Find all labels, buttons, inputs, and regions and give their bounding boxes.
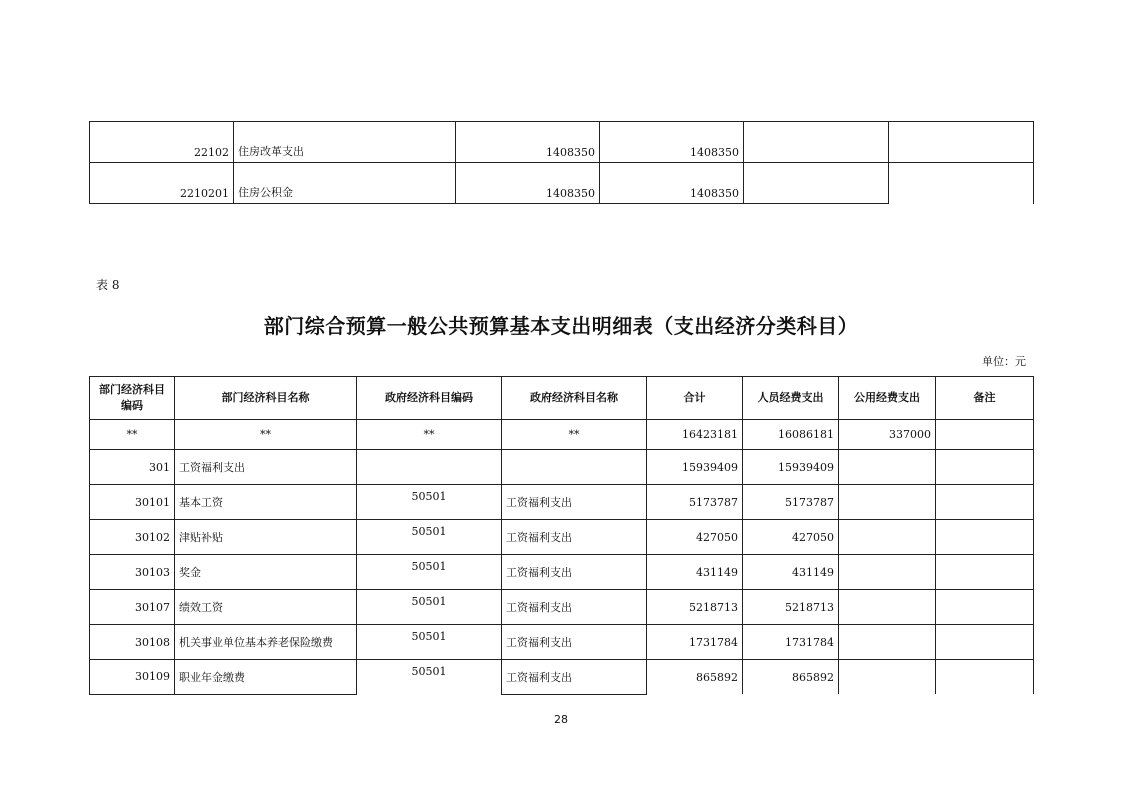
total-value: 5173787	[647, 485, 743, 520]
table-row	[90, 485, 1034, 520]
dept-name: 基本工资	[175, 485, 357, 520]
empty-cell	[889, 122, 1034, 163]
summary-cell: **	[357, 420, 502, 450]
subject-name: 住房改革支出	[234, 122, 456, 163]
column-header: 人员经费支出	[743, 377, 839, 420]
gov-code: 50501	[357, 555, 502, 590]
dept-name: 机关事业单位基本养老保险缴费	[175, 625, 357, 660]
gov-name: 工资福利支出	[502, 485, 647, 520]
personnel-value: 427050	[743, 520, 839, 555]
public-value	[839, 590, 936, 625]
gov-name: 工资福利支出	[502, 590, 647, 625]
table-row	[90, 625, 1034, 660]
dept-code: 30108	[90, 625, 175, 660]
subject-name: 住房公积金	[234, 163, 456, 204]
gov-code	[357, 450, 502, 485]
continued-table	[89, 121, 1034, 204]
total-value: 427050	[647, 520, 743, 555]
personnel-value: 865892	[743, 660, 839, 695]
gov-name: 工资福利支出	[502, 625, 647, 660]
gov-code: 50501	[357, 590, 502, 625]
column-header: 政府经济科目名称	[502, 377, 647, 420]
personnel-value: 15939409	[743, 450, 839, 485]
basic-value: 1408350	[600, 163, 744, 204]
gov-name: 工资福利支出	[502, 555, 647, 590]
dept-name: 津贴补贴	[175, 520, 357, 555]
summary-personnel: 16086181	[743, 420, 839, 450]
remark-cell	[936, 420, 1034, 450]
column-header: 公用经费支出	[839, 377, 936, 420]
empty-cell	[744, 122, 889, 163]
gov-name	[502, 450, 647, 485]
gov-code: 50501	[357, 660, 502, 695]
table-row	[90, 555, 1034, 590]
total-value: 5218713	[647, 590, 743, 625]
subject-code: 2210201	[90, 163, 234, 204]
dept-code: 30107	[90, 590, 175, 625]
dept-name: 绩效工资	[175, 590, 357, 625]
summary-cell: **	[90, 420, 175, 450]
column-header: 备注	[936, 377, 1034, 420]
gov-code: 50501	[357, 485, 502, 520]
page-number: 28	[554, 713, 568, 726]
column-header: 部门经济科目编码	[90, 377, 175, 420]
table-row	[90, 590, 1034, 625]
page-title: 部门综合预算一般公共预算基本支出明细表（支出经济分类科目）	[263, 314, 859, 338]
public-value	[839, 520, 936, 555]
header-row	[90, 377, 1034, 420]
remark-cell	[936, 520, 1034, 555]
summary-cell: **	[175, 420, 357, 450]
dept-code: 30101	[90, 485, 175, 520]
dept-name: 职业年金缴费	[175, 660, 357, 695]
total-value: 865892	[647, 660, 743, 695]
empty-cell	[889, 163, 1034, 204]
total-value: 1408350	[456, 163, 600, 204]
remark-cell	[936, 450, 1034, 485]
personnel-value: 1731784	[743, 625, 839, 660]
dept-code: 30109	[90, 660, 175, 695]
total-value: 1408350	[456, 122, 600, 163]
summary-total: 16423181	[647, 420, 743, 450]
table-row	[90, 450, 1034, 485]
empty-cell	[744, 163, 889, 204]
budget-detail-table	[89, 376, 1034, 695]
subject-code: 22102	[90, 122, 234, 163]
gov-name: 工资福利支出	[502, 660, 647, 695]
unit-label: 单位：元	[982, 355, 1026, 368]
public-value	[839, 485, 936, 520]
remark-cell	[936, 555, 1034, 590]
dept-name: 奖金	[175, 555, 357, 590]
public-value	[839, 450, 936, 485]
table-row	[90, 520, 1034, 555]
summary-public: 337000	[839, 420, 936, 450]
total-value: 1731784	[647, 625, 743, 660]
public-value	[839, 660, 936, 695]
gov-code: 50501	[357, 520, 502, 555]
summary-cell: **	[502, 420, 647, 450]
table-row	[90, 660, 1034, 695]
dept-code: 30103	[90, 555, 175, 590]
public-value	[839, 555, 936, 590]
total-value: 15939409	[647, 450, 743, 485]
table-row	[90, 122, 1034, 163]
personnel-value: 431149	[743, 555, 839, 590]
column-header: 政府经济科目编码	[357, 377, 502, 420]
remark-cell	[936, 485, 1034, 520]
dept-name: 工资福利支出	[175, 450, 357, 485]
total-value: 431149	[647, 555, 743, 590]
remark-cell	[936, 590, 1034, 625]
personnel-value: 5218713	[743, 590, 839, 625]
public-value	[839, 625, 936, 660]
table-row	[90, 163, 1034, 204]
gov-name: 工资福利支出	[502, 520, 647, 555]
gov-code: 50501	[357, 625, 502, 660]
table-number: 表 8	[96, 278, 120, 292]
personnel-value: 5173787	[743, 485, 839, 520]
remark-cell	[936, 625, 1034, 660]
remark-cell	[936, 660, 1034, 695]
dept-code: 30102	[90, 520, 175, 555]
dept-code: 301	[90, 450, 175, 485]
column-header: 部门经济科目名称	[175, 377, 357, 420]
basic-value: 1408350	[600, 122, 744, 163]
column-header: 合计	[647, 377, 743, 420]
summary-row	[90, 420, 1034, 450]
